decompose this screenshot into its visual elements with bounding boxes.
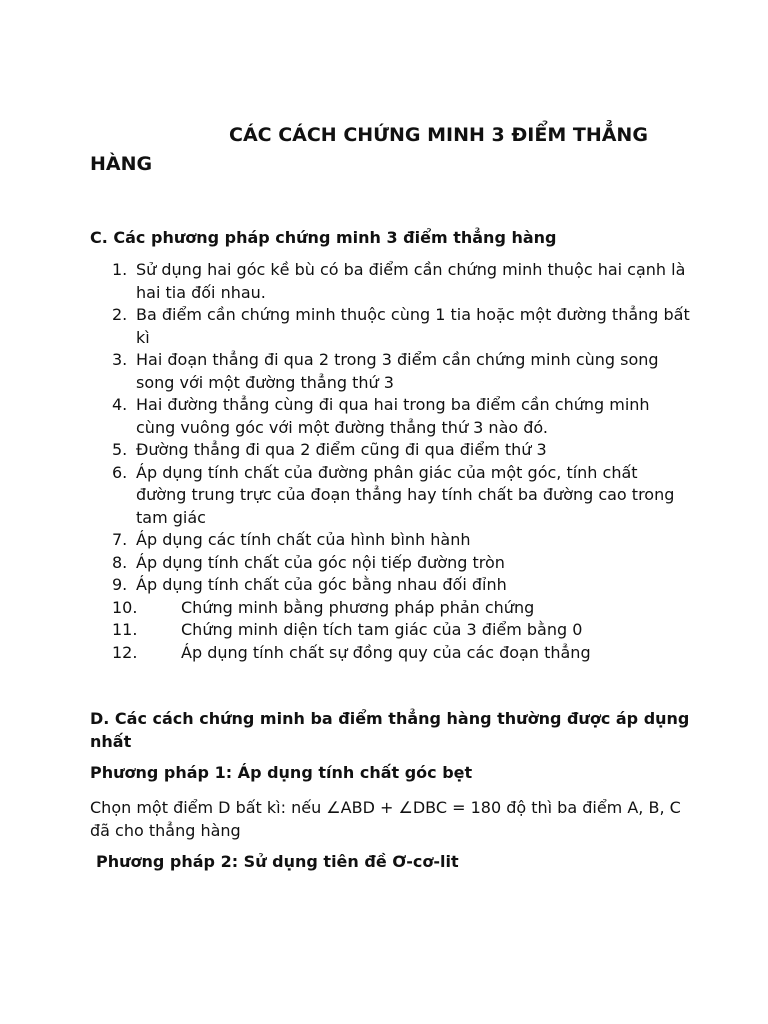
list-item [90,394,690,439]
list-item-text: Ba điểm cần chứng minh thuộc cùng 1 tia hoặc một đường thẳng bất kì [136,305,690,347]
method-1-heading: Phương pháp 1: Áp dụng tính chất góc bẹt [90,763,473,782]
list-item-text: Áp dụng tính chất sự đồng quy của các đoạn thẳng [181,642,591,662]
list-item [90,439,690,462]
list-item-number: 11. [112,620,138,639]
list-item-number: 7. [112,530,128,549]
list-item-text: Áp dụng tính chất của góc bằng nhau đối đỉnh [136,575,507,594]
list-item [90,349,690,394]
list-item [90,259,690,304]
list-item-text: Chứng minh bằng phương pháp phản chứng [181,597,535,617]
list-item-number: 6. [112,462,128,482]
list-item [90,304,690,349]
page-title: CÁC CÁCH CHỨNG MINH 3 ĐIỂM THẲNG HÀNG [90,124,648,175]
method-2-heading: Phương pháp 2: Sử dụng tiên đề Ơ-cơ-lit [96,852,459,871]
list-item [90,619,690,642]
list-item [90,597,690,620]
list-item-text: Đường thẳng đi qua 2 điểm cũng đi qua điểm thứ 3 [136,440,547,459]
list-item [90,462,690,530]
list-item [90,642,690,665]
list-item-text: Chứng minh diện tích tam giác của 3 điểm bằng 0 [181,620,583,639]
method-1-text: Chọn một điểm D bất kì: nếu ∠ABD + ∠DBC = 180 độ thì ba điểm A, B, C đã cho thẳng hàng [90,798,681,840]
list-item-number: 3. [112,350,128,369]
list-item-text: Áp dụng tính chất của đường phân giác của một góc, tính chất đường trung trực của đoạn thẳng hay tính chất ba đường cao trong tam giác [136,462,675,527]
list-item-text: Sử dụng hai góc kề bù có ba điểm cần chứng minh thuộc hai cạnh là hai tia đối nhau. [136,260,686,302]
section-c-heading: C. Các phương pháp chứng minh 3 điểm thẳng hàng [90,228,557,247]
list-item-text: Hai đoạn thẳng đi qua 2 trong 3 điểm cần chứng minh cùng song song với một đường thẳng thứ 3 [136,350,659,392]
list-item-number: 10. [112,597,138,617]
list-item-number: 5. [112,440,128,459]
list-item-number: 2. [112,305,128,324]
list-item [90,529,690,552]
list-item-number: 4. [112,395,128,414]
section-d-heading: D. Các cách chứng minh ba điểm thẳng hàng thường được áp dụng nhất [90,709,690,751]
list-item-number: 9. [112,575,128,594]
list-item-text: Áp dụng tính chất của góc nội tiếp đường tròn [136,552,505,572]
list-item-number: 8. [112,552,128,572]
list-item-number: 1. [112,260,128,279]
list-item-number: 12. [112,642,138,662]
list-item-text: Áp dụng các tính chất của hình bình hành [136,530,471,549]
list-item-text: Hai đường thẳng cùng đi qua hai trong ba điểm cần chứng minh cùng vuông góc với một đường thẳng thứ 3 nào đó. [136,395,650,437]
method-list [90,259,690,664]
list-item [90,552,690,575]
list-item [90,574,690,597]
